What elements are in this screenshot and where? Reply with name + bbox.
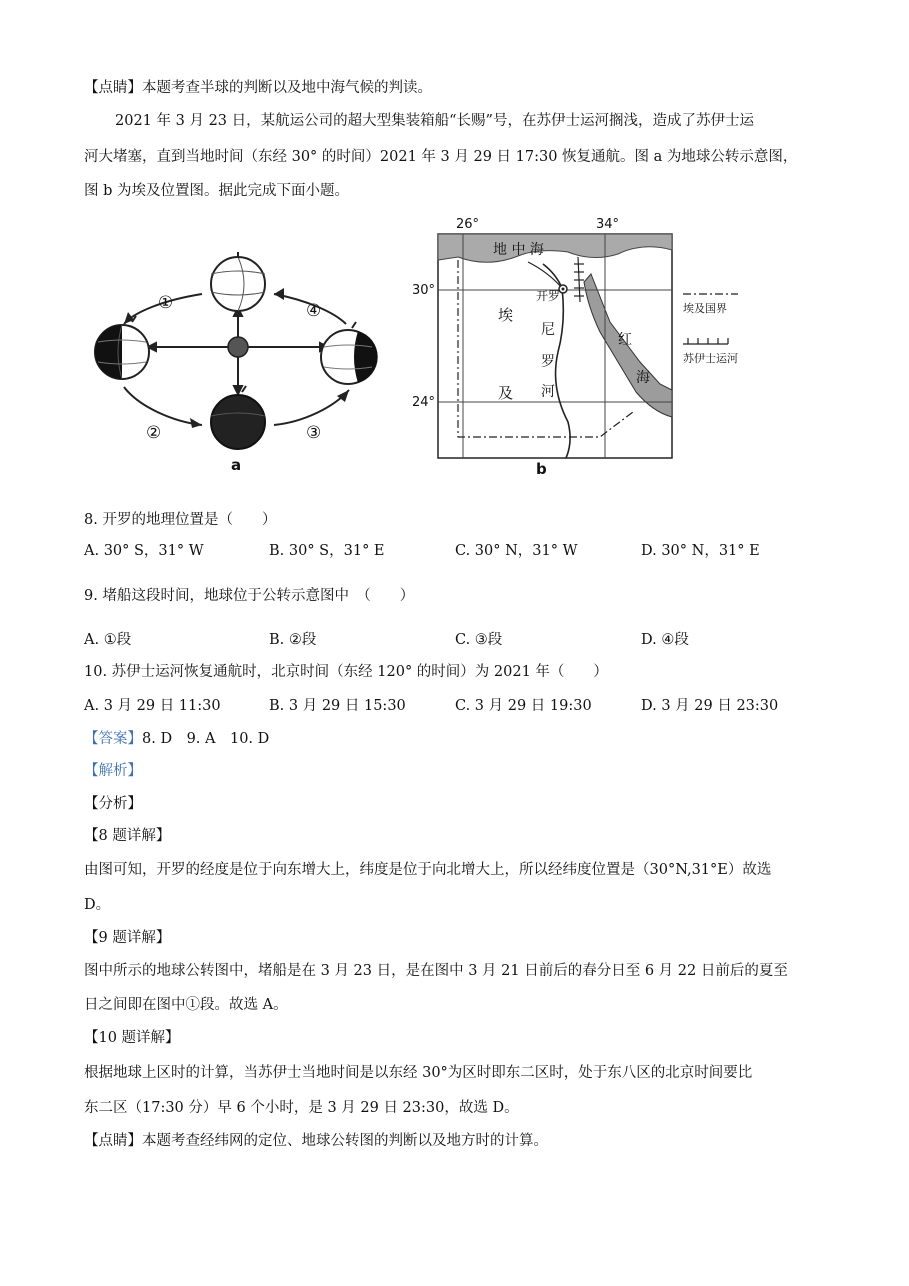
q8-stem: 8. 开罗的地理位置是（ ） <box>84 512 277 528</box>
segment-2-label: ② <box>146 423 162 443</box>
q9-option-a: A. ①段 <box>84 632 132 648</box>
q8-explain-line-1: 由图可知，开罗的经度是位于向东增大上，纬度是位于向北增大上，所以经纬度位置是（30°N,31°E）故选 <box>84 862 772 878</box>
q8-option-c: C. 30° N，31° W <box>455 543 578 559</box>
segment-4-label: ④ <box>306 301 322 321</box>
q8-heading: 【8 题详解】 <box>84 828 171 844</box>
nile-label-2: 罗 <box>541 354 555 370</box>
passage-line-2: 河大堵塞，直到当地时间（东经 30° 的时间）2021 年 3 月 29 日 17:30 恢复通航。图 a 为地球公转示意图， <box>84 149 798 165</box>
lat-label-30: 30° <box>412 283 436 298</box>
q10-option-c: C. 3 月 29 日 19:30 <box>455 698 592 714</box>
answer-line <box>84 729 269 749</box>
answer-label: 【答案】 <box>84 731 142 747</box>
q8-option-d: D. 30° N，31° E <box>641 543 760 559</box>
answer-text: 8. D 9. A 10. D <box>142 731 270 747</box>
egypt-label-1: 埃 <box>498 306 514 324</box>
q9-option-c: C. ③段 <box>455 632 503 648</box>
cairo-label: 开罗 <box>536 289 561 303</box>
lat-label-24: 24° <box>412 395 436 410</box>
earth-bottom <box>211 386 265 449</box>
final-note: 【点睛】本题考查经纬网的定位、地球公转图的判断以及地方时的计算。 <box>84 1133 548 1149</box>
passage-line-3: 图 b 为埃及位置图。据此完成下面小题。 <box>84 183 349 199</box>
figure-b-egypt-map <box>408 212 768 477</box>
q9-heading: 【9 题详解】 <box>84 930 171 946</box>
q9-option-d: D. ④段 <box>641 632 689 648</box>
legend-border-label: 埃及国界 <box>683 302 727 315</box>
q10-explain-line-2: 东二区（17:30 分）早 6 个小时，是 3 月 29 日 23:30，故选 D。 <box>84 1100 519 1116</box>
figure-a-caption: a <box>231 456 242 474</box>
mediterranean-label: 地 中 海 <box>493 242 544 258</box>
passage-line-1: 2021 年 3 月 23 日，某航运公司的超大型集装箱船“长赐”号，在苏伊士运河搁浅，造成了苏伊士运 <box>115 113 754 129</box>
q9-explain-line-2: 日之间即在图中①段。故选 A。 <box>84 997 288 1013</box>
lon-label-34: 34° <box>596 217 620 232</box>
figure-a-revolution-diagram <box>84 212 394 477</box>
figure-b-caption: b <box>536 460 547 477</box>
legend-canal-symbol <box>683 338 728 344</box>
q9-stem: 9. 堵船这段时间，地球位于公转示意图中 （ ） <box>84 588 415 604</box>
sun-icon <box>228 337 248 357</box>
earth-left <box>95 316 149 379</box>
q9-option-b: B. ②段 <box>269 632 317 648</box>
q8-option-a: A. 30° S，31° W <box>84 543 204 559</box>
lon-label-26: 26° <box>456 217 480 232</box>
q10-heading: 【10 题详解】 <box>84 1030 180 1046</box>
orbit-arc-3 <box>274 390 349 425</box>
intro-note: 【点睛】本题考查半球的判断以及地中海气候的判读。 <box>84 80 432 96</box>
legend-canal-label: 苏伊士运河 <box>683 352 738 365</box>
fenxi-label: 【分析】 <box>84 796 142 812</box>
q8-option-b: B. 30° S，31° E <box>269 543 385 559</box>
analysis-label: 【解析】 <box>84 763 142 779</box>
segment-1-label: ① <box>158 293 174 313</box>
q10-option-b: B. 3 月 29 日 15:30 <box>269 698 406 714</box>
q10-explain-line-1: 根据地球上区时的计算，当苏伊士当地时间是以东经 30°为区时即东二区时，处于东八区的北京时间要比 <box>84 1065 753 1081</box>
nile-label-1: 尼 <box>541 322 555 338</box>
red-sea-label-1: 红 <box>618 332 632 348</box>
earth-top <box>211 252 265 311</box>
nile-label-3: 河 <box>541 384 555 400</box>
red-sea-label-2: 海 <box>636 370 650 386</box>
q9-explain-line-1: 图中所示的地球公转图中，堵船是在 3 月 23 日，是在图中 3 月 21 日前后的春分日至 6 月 22 日前后的夏至 <box>84 963 788 979</box>
earth-right <box>321 322 378 384</box>
egypt-label-2: 及 <box>498 384 514 402</box>
q10-stem: 10. 苏伊士运河恢复通航时，北京时间（东经 120° 的时间）为 2021 年（ ） <box>84 664 608 680</box>
q10-option-a: A. 3 月 29 日 11:30 <box>84 698 221 714</box>
q8-explain-line-2: D。 <box>84 897 111 913</box>
segment-3-label: ③ <box>306 423 322 443</box>
q10-option-d: D. 3 月 29 日 23:30 <box>641 698 779 714</box>
